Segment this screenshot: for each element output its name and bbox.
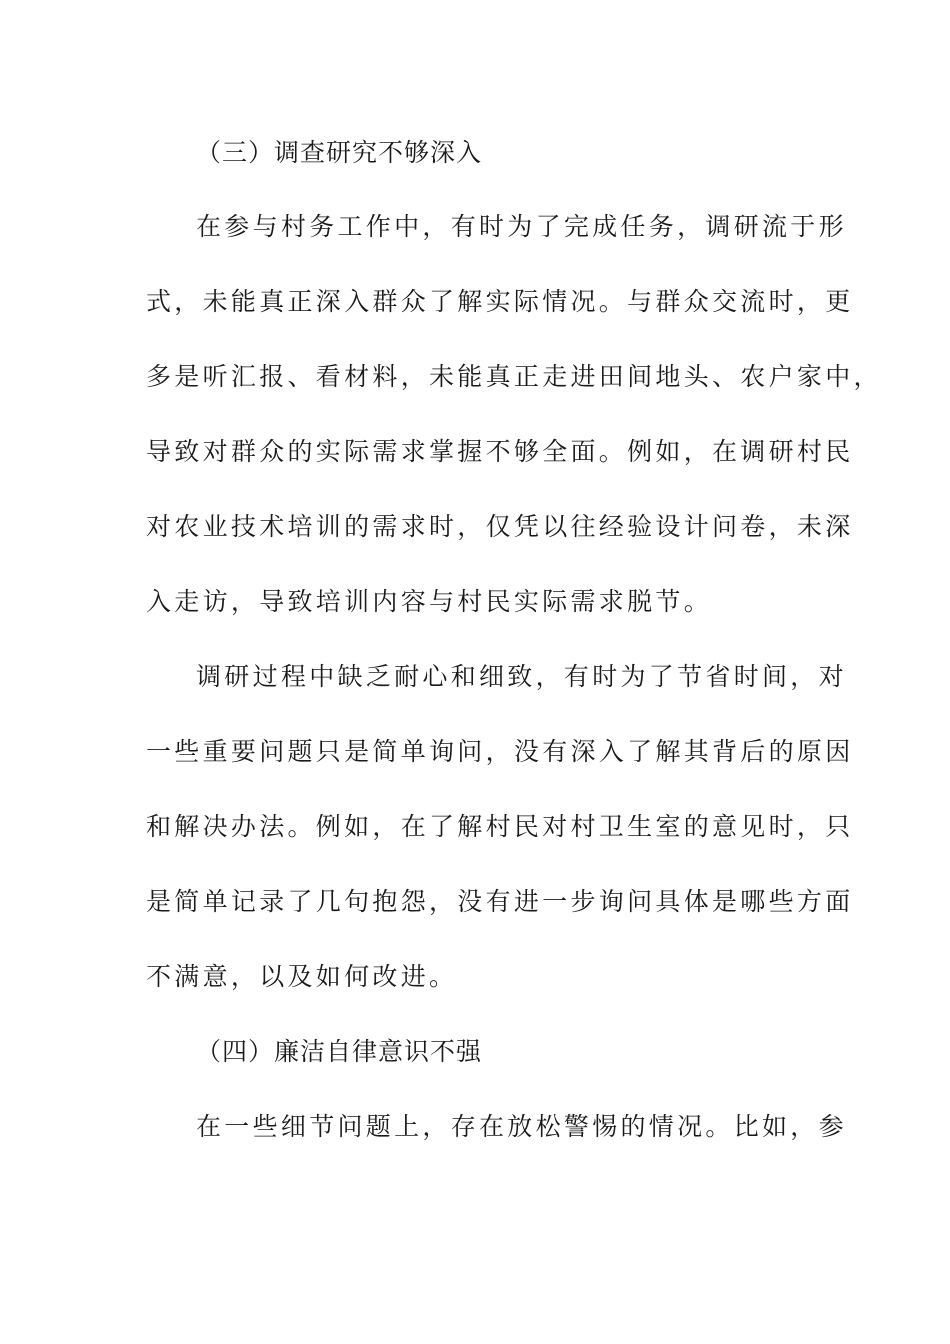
paragraph-line: 在参与村务工作中，有时为了完成任务，调研流于形 (196, 212, 847, 241)
paragraph-line: 和解决办法。例如，在了解村民对村卫生室的意见时，只 (146, 812, 854, 841)
paragraph-line: 对农业技术培训的需求时，仅凭以往经验设计问卷，未深 (146, 512, 854, 541)
paragraph-line: 一些重要问题只是简单询问，没有深入了解其背后的原因 (146, 737, 854, 766)
paragraph-line: 调研过程中缺乏耐心和细致，有时为了节省时间，对 (196, 662, 847, 691)
paragraph-line: 不满意，以及如何改进。 (146, 962, 458, 991)
paragraph-line: 是简单记录了几句抱怨，没有进一步询问具体是哪些方面 (146, 887, 854, 916)
paragraph-line: 入走访，导致培训内容与村民实际需求脱节。 (146, 587, 713, 616)
paragraph-line: 式，未能真正深入群众了解实际情况。与群众交流时，更 (146, 287, 854, 316)
section-heading: （四）廉洁自律意识不强 (196, 1037, 483, 1066)
paragraph-line: 导致对群众的实际需求掌握不够全面。例如，在调研村民 (146, 437, 854, 466)
paragraph-line: 多是听汇报、看材料，未能真正走进田间地头、农户家中， (146, 362, 882, 391)
section-heading: （三）调查研究不够深入 (196, 138, 483, 167)
paragraph-line: 在一些细节问题上，存在放松警惕的情况。比如，参 (196, 1112, 847, 1141)
